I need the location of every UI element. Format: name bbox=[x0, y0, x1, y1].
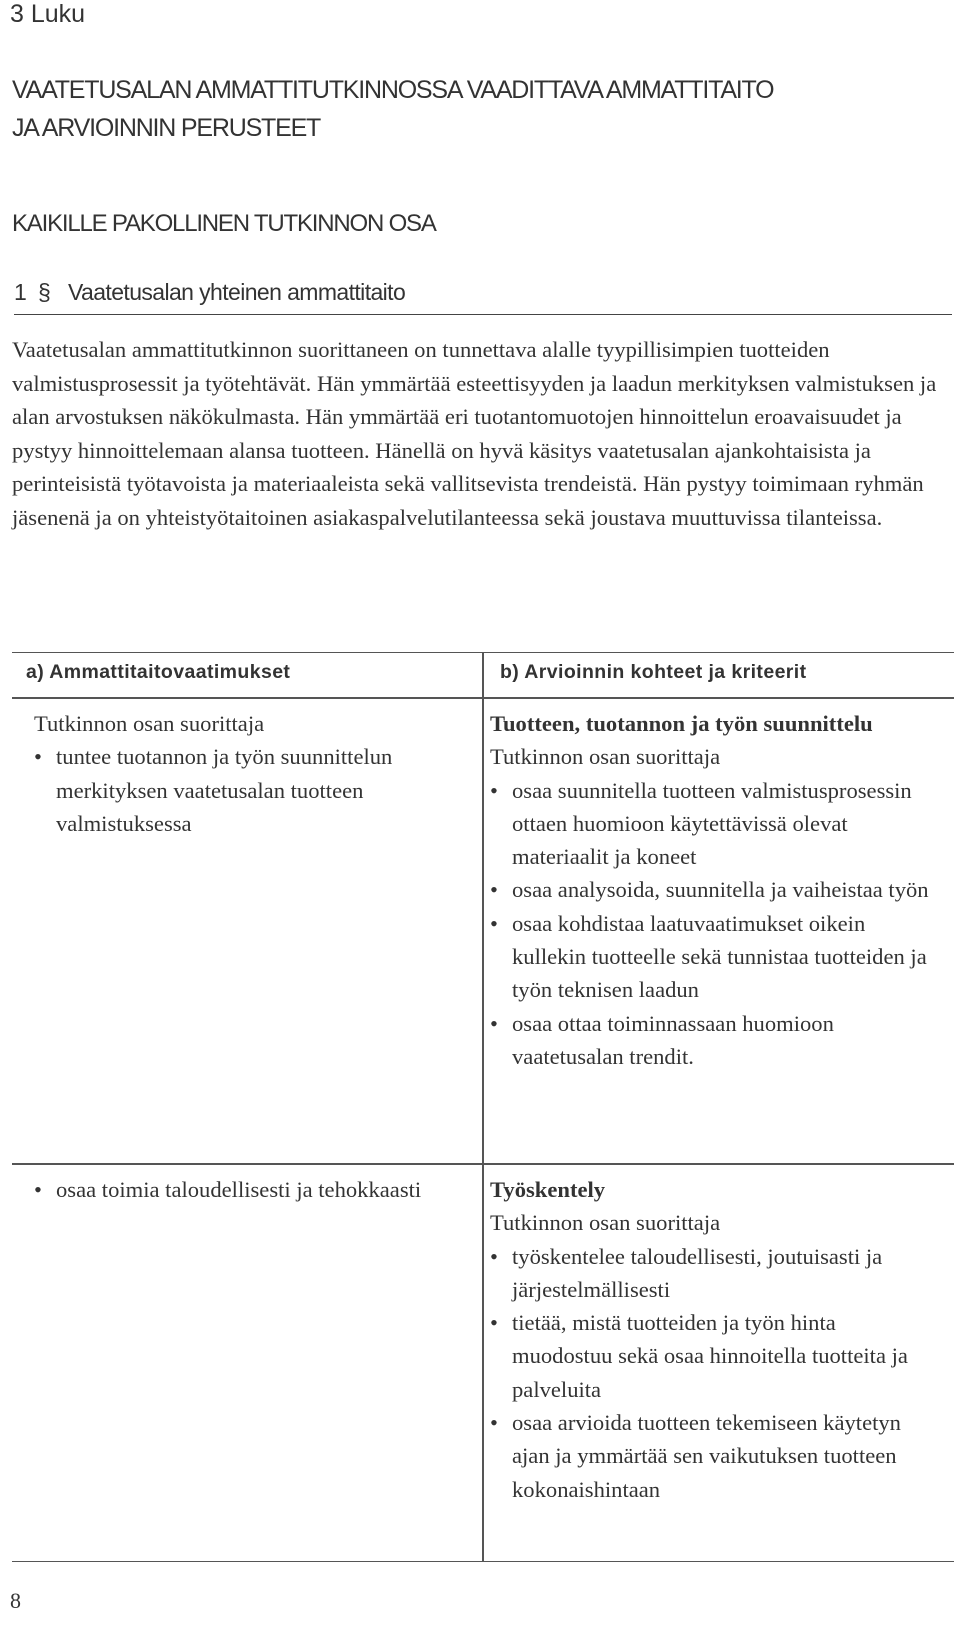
row-divider-left bbox=[12, 1163, 482, 1165]
list-item: • osaa kohdistaa laatuvaatimukset oikein kullekin tuotteelle sekä tunnistaa tuotteiden ja työn teknisen laadun bbox=[490, 907, 940, 1007]
row2-requirements-cell bbox=[34, 1173, 459, 1206]
row1-criteria-list bbox=[490, 774, 940, 1074]
page-title-line-2: JA ARVIOINNIN PERUSTEET bbox=[12, 114, 321, 142]
column-header-requirements: a) Ammattitaitovaatimukset bbox=[26, 661, 291, 683]
list-item: • tietää, mistä tuotteiden ja työn hinta muodostuu sekä osaa hinnoitella tuotteita ja palveluita bbox=[490, 1306, 940, 1406]
section-heading bbox=[14, 279, 952, 315]
section-title: Vaatetusalan yhteinen ammattitaito bbox=[68, 279, 406, 305]
list-item: • osaa arvioida tuotteen tekemiseen käytetyn ajan ja ymmärtää sen vaikutuksen tuotteen kokonaishintaan bbox=[490, 1406, 940, 1506]
row1-requirements-cell bbox=[34, 707, 459, 840]
row2-requirements-list bbox=[34, 1173, 459, 1206]
row1-criteria-cell bbox=[490, 707, 940, 1073]
row2-criteria-lead: Tutkinnon osan suorittaja bbox=[490, 1210, 721, 1236]
row1-criteria-lead: Tutkinnon osan suorittaja bbox=[490, 744, 721, 770]
section-number: 1 bbox=[14, 279, 27, 305]
section-symbol: § bbox=[38, 279, 51, 305]
column-header-criteria: b) Arvioinnin kohteet ja kriteerit bbox=[500, 661, 807, 683]
column-divider bbox=[482, 653, 484, 1561]
page-title bbox=[12, 71, 952, 147]
list-item: • osaa ottaa toiminnassaan huomioon vaatetusalan trendit. bbox=[490, 1007, 940, 1074]
row2-criteria-list bbox=[490, 1240, 940, 1506]
row-divider-right bbox=[482, 1163, 954, 1165]
row1-requirements-lead: Tutkinnon osan suorittaja bbox=[34, 711, 265, 736]
row2-criteria-cell bbox=[490, 1173, 940, 1506]
header-divider-right bbox=[482, 697, 954, 699]
list-item: • tuntee tuotannon ja työn suunnittelun merkityksen vaatetusalan tuotteen valmistuksessa bbox=[34, 740, 459, 840]
section-group-title: KAIKILLE PAKOLLINEN TUTKINNON OSA bbox=[12, 210, 436, 237]
criteria-table bbox=[12, 652, 954, 1562]
row2-criteria-heading: Työskentely bbox=[490, 1177, 606, 1202]
row1-requirements-list bbox=[34, 740, 459, 840]
page-number: 8 bbox=[10, 1588, 21, 1613]
row1-criteria-heading: Tuotteen, tuotannon ja työn suunnittelu bbox=[490, 711, 873, 736]
header-divider-left bbox=[12, 697, 482, 699]
list-item: • työskentelee taloudellisesti, joutuisasti ja järjestelmällisesti bbox=[490, 1240, 940, 1307]
list-item: • osaa toimia taloudellisesti ja tehokkaasti bbox=[34, 1173, 459, 1206]
intro-paragraph: Vaatetusalan ammattitutkinnon suorittaneen on tunnettava alalle tyypillisimpien tuotteiden valmistusprosessit ja työtehtävät. Hän ymmärtää esteettisyyden ja laadun merkityksen valmistuksen ja alan arvostuksen näkökulmasta. Hän ymmärtää eri tuotantomuotojen hinnoittelun eroavaisuudet ja pystyy hinnoittelemaan alansa tuotteen. Hänellä on hyvä käsitys vaatetusalan ajankohtaisista ja perinteisistä työtavoista ja materiaaleista sekä vallitsevista trendeistä. Hän pystyy toimimaan ryhmän jäsenenä ja on yhteistyötaitoinen asiakaspalvelutilanteessa sekä joustava muuttuvissa tilanteissa. bbox=[12, 337, 937, 530]
chapter-label: 3 Luku bbox=[10, 0, 86, 28]
page-title-line-1: VAATETUSALAN AMMATTITUTKINNOSSA VAADITTAVA AMMATTITAITO bbox=[12, 76, 774, 104]
list-item: • osaa analysoida, suunnitella ja vaiheistaa työn bbox=[490, 873, 940, 906]
list-item: • osaa suunnitella tuotteen valmistusprosessin ottaen huomioon käytettävissä olevat materiaalit ja koneet bbox=[490, 774, 940, 874]
